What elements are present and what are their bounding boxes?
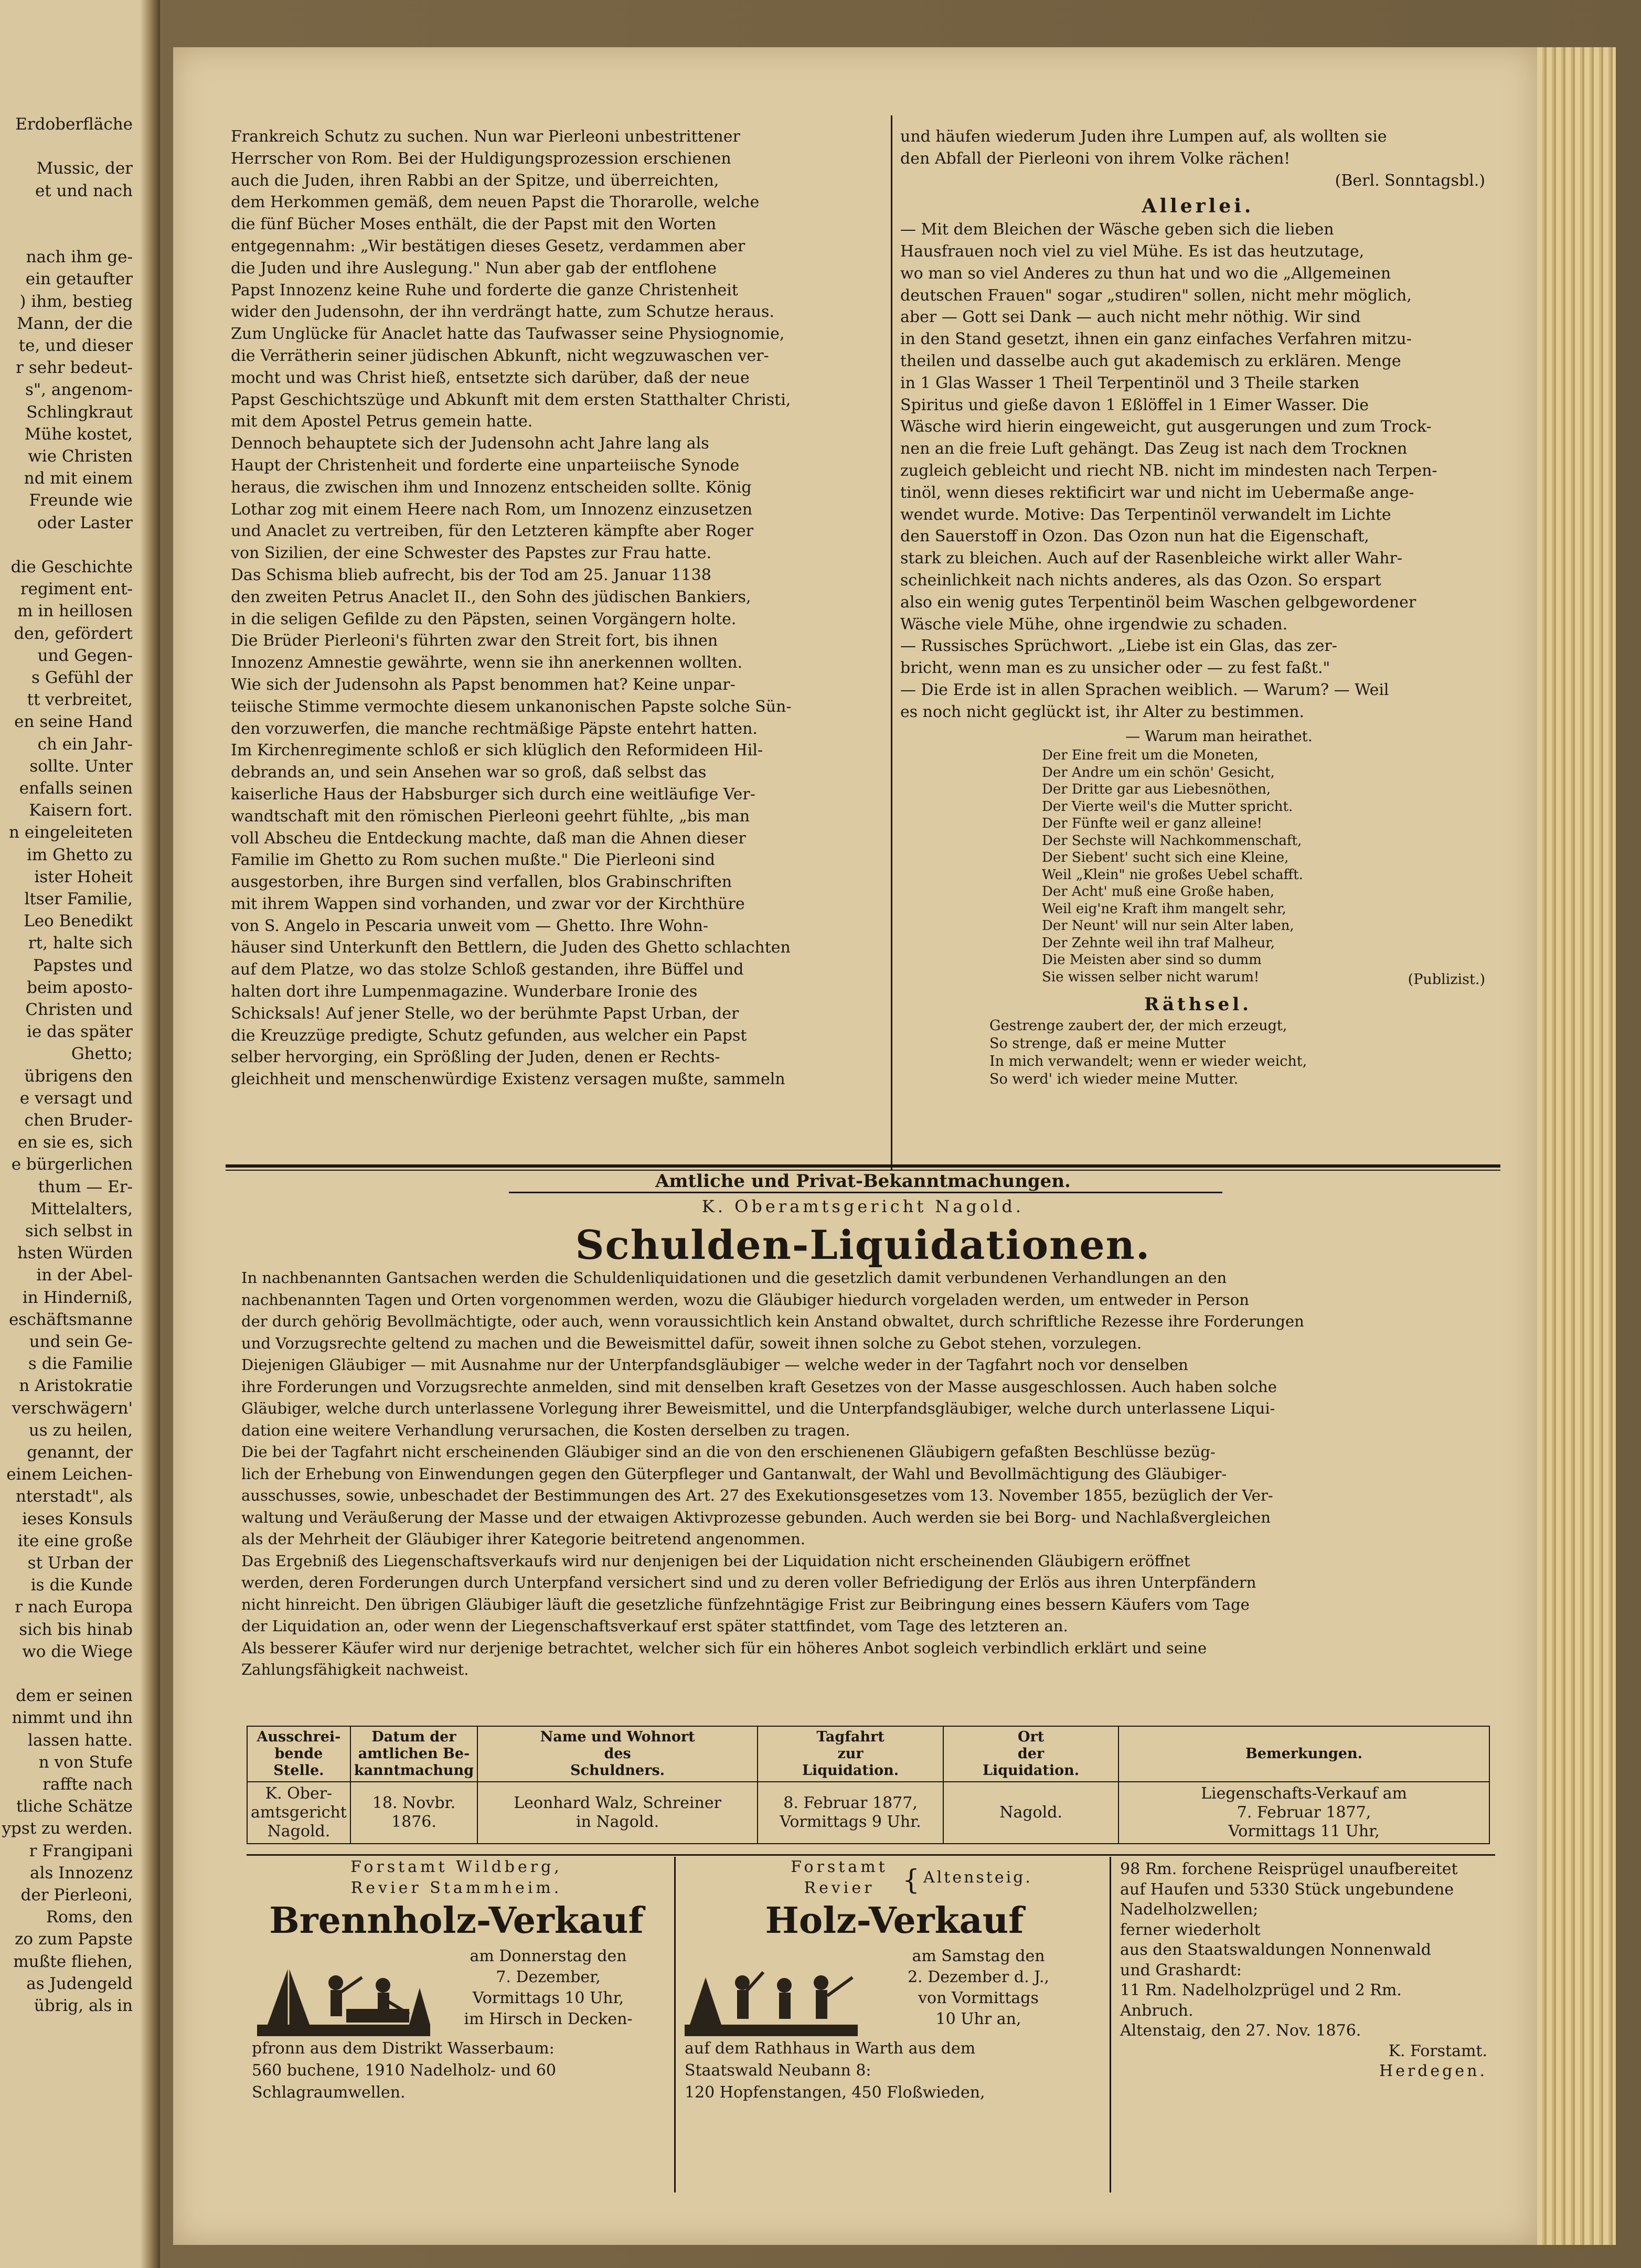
previous-page-line: Mühe kostet, — [24, 424, 133, 444]
ad-line: auf dem Rathhaus in Warth aus dem — [685, 2039, 976, 2058]
ad-line: 10 Uhr an, — [935, 2010, 1021, 2028]
text-line: Schicksals! Auf jener Stelle, wo der berühmte Papst Urban, der — [231, 1004, 739, 1023]
notice-line: waltung und Veräußerung der Masse und der etwaigen Aktivprozesse gebunden. Auch werden sie bei Borg- und Nachlaßvergleichen — [241, 1508, 1271, 1526]
poem-line: Der Acht' muß eine Große haben, — [1042, 884, 1275, 900]
text-line: die Verrätherin seiner jüdischen Abkunft, nicht wegzuwaschen ver- — [231, 346, 769, 365]
previous-page-line: übrigens den — [24, 1066, 133, 1086]
previous-page-line: Leo Benedikt — [24, 912, 133, 931]
poem-title: — Warum man heirathet. — [1125, 727, 1313, 745]
text-line: Papst Geschichtszüge und Abkunft mit dem ersten Statthalter Christi, — [231, 390, 791, 409]
text-line: in den Stand gesetzt, ihnen ein ganz einfaches Verfahren mitzu- — [900, 330, 1412, 349]
previous-page-line: Papstes und — [33, 956, 133, 975]
previous-page-line: übrig, als in — [34, 1996, 133, 2015]
ad-line: 98 Rm. forchene Reisprügel unaufbereitet — [1120, 1860, 1458, 1878]
poem-line: Der Neunt' will nur sein Alter laben, — [1042, 918, 1294, 934]
table-header: Name und Wohnort des Schuldners. — [477, 1726, 758, 1782]
notice-line: lich der Erhebung von Einwendungen gegen den Güterpfleger und Gantanwalt, der Wahl und Bevollmächtigung des Gläubiger- — [241, 1464, 1227, 1483]
text-line: — Mit dem Bleichen der Wäsche geben sich die lieben — [900, 220, 1334, 239]
poem-line: Der Fünfte weil er ganz alleine! — [1042, 816, 1263, 832]
table-cell: 8. Februar 1877, Vormittags 9 Uhr. — [758, 1782, 943, 1844]
ad2-title: Holz-Verkauf — [765, 1900, 1024, 1942]
previous-page-line: is die Kunde — [30, 1576, 133, 1595]
notice-line: Die bei der Tagfahrt nicht erscheinenden Gläubiger sind an die von den erschienenen Gläubigern gefaßten Beschlüsse bezüg- — [241, 1443, 1216, 1461]
previous-page-line: eschäftsmanne — [8, 1310, 133, 1329]
text-line: Wie sich der Judensohn als Papst benommen hat? Keine unpar- — [231, 675, 736, 694]
ad-line: Vormittags 10 Uhr, — [472, 1989, 624, 2007]
notice-line: und Vorzugsrechte geltend zu machen und die Beweismittel dafür, soweit ihnen solche zu Gebot stehen, vorzulegen. — [241, 1334, 1142, 1352]
previous-page-line: n eingeleiteten — [9, 823, 133, 842]
previous-page-line: ister Hoheit — [34, 867, 133, 886]
notice-line: Zahlungsfähigkeit nachweist. — [241, 1661, 469, 1678]
ad1-forstamt: Forstamt Wildberg, — [350, 1858, 562, 1876]
poem-line: Der Siebent' sucht sich eine Kleine, — [1042, 850, 1289, 866]
table-header: Tagfahrt zur Liquidation. — [758, 1726, 943, 1782]
ad-line: Staatswald Neubann 8: — [685, 2061, 871, 2080]
text-line: Frankreich Schutz zu suchen. Nun war Pierleoni unbestrittener — [231, 127, 740, 146]
previous-page-line: n von Stufe — [38, 1752, 133, 1772]
previous-page-line: ) ihm, bestieg — [19, 292, 133, 311]
poem-line: Der Sechste will Nachkommenschaft, — [1042, 832, 1302, 849]
previous-page-line: st Urban der — [27, 1554, 133, 1572]
poem-line: Der Eine freit um die Moneten, — [1042, 747, 1259, 764]
ad-divider — [1110, 1857, 1111, 2192]
ad-line: am Samstag den — [912, 1947, 1045, 1965]
table-cell: 18. Novbr. 1876. — [350, 1782, 477, 1844]
notice-line: Das Ergebniß des Liegenschaftsverkaufs wird nur denjenigen bei der Liquidation nicht erscheinenden Gläubigern eröffnet — [241, 1552, 1190, 1570]
previous-page-line: tt verbreitet, — [27, 690, 133, 710]
previous-page-line: wie Christen — [28, 447, 133, 466]
table-cell: Nagold. — [943, 1782, 1118, 1844]
text-line: Innozenz Amnestie gewährte, wenn sie ihn anerkennen wollten. — [231, 654, 743, 672]
text-line: halten dort ihre Lumpenmagazine. Wunderbare Ironie des — [231, 982, 698, 1001]
text-line: mocht und was Christ hieß, entsetzte sich darüber, daß der neue — [231, 368, 750, 387]
text-line: heraus, die zwischen ihm und Innozenz entscheiden sollte. König — [231, 478, 752, 497]
previous-page-line: nterstadt", als — [15, 1487, 133, 1506]
poem-line: Der Zehnte weil ihn traf Malheur, — [1042, 935, 1275, 951]
poem-line: Die Meisten aber sind so dumm — [1042, 952, 1262, 968]
ad-line: am Donnerstag den — [470, 1947, 627, 1965]
text-line: die fünf Bücher Moses enthält, die der Papst mit den Worten — [231, 215, 717, 234]
previous-page-line: hsten Würden — [17, 1244, 133, 1263]
ad1-lot — [252, 2038, 661, 2104]
previous-page-line: Erdoberfläche — [15, 115, 133, 134]
text-line: es noch nicht geglückt ist, ihr Alter zu bestimmen. — [900, 702, 1305, 721]
previous-page-line: Kaisern fort. — [29, 801, 133, 820]
text-line: den Sauerstoff in Ozon. Das Ozon nun hat die Eigenschaft, — [900, 527, 1369, 546]
book-gutter — [140, 0, 160, 2268]
poem-source: (Publizist.) — [1408, 971, 1485, 988]
previous-page-line: et und nach — [35, 181, 133, 200]
notice-line: als der Mehrheit der Gläubiger ihrer Kategorie beitretend angenommen. — [241, 1530, 805, 1548]
previous-page-line: ite eine große — [17, 1531, 133, 1550]
previous-page-line: die Geschichte — [10, 558, 133, 576]
ad-continuation — [1120, 1859, 1498, 2195]
text-line: Lothar zog mit einem Heere nach Rom, um Innozenz einzusetzen — [231, 500, 753, 519]
text-line: auf dem Platze, wo das stolze Schloß gestanden, ihre Büffel und — [231, 960, 744, 979]
previous-page-line: Roms, den — [46, 1908, 133, 1927]
article-column-right — [900, 126, 1496, 1088]
previous-page-line: chen Bruder- — [24, 1111, 133, 1130]
ad-line: Altenstaig, den 27. Nov. 1876. — [1120, 2021, 1361, 2040]
previous-page-line: s Gefühl der — [31, 668, 133, 687]
previous-page-line: sollte. Unter — [29, 756, 133, 776]
previous-page-line: verschwägern' — [12, 1398, 133, 1418]
text-line: und häufen wiederum Juden ihre Lumpen auf, als wollten sie — [900, 127, 1387, 146]
text-line: die Kreuzzüge predigte, Schutz gefunden, aus welcher ein Papst — [231, 1026, 747, 1045]
main-title: Schulden-Liquidationen. — [575, 1222, 1151, 1268]
ad-line: auf Haufen und 5330 Stück ungebundene — [1120, 1880, 1454, 1899]
ad-line: Nadelholzwellen; — [1120, 1900, 1259, 1919]
previous-page-line: der Pierleoni, — [20, 1886, 133, 1905]
article-continuation — [900, 126, 1496, 170]
text-line: kaiserliche Haus der Habsburger sich durch eine weitläufige Ver- — [231, 785, 755, 804]
previous-page-line: e versagt und — [19, 1088, 133, 1108]
text-line: deutschen Frauen" sogar „studiren" sollen, nicht mehr möglich, — [900, 286, 1412, 305]
table-header: Datum der amtlichen Be- kanntmachung — [350, 1726, 477, 1782]
ad2-revier: Revier — [804, 1879, 875, 1897]
text-line: häuser sind Unterkunft den Bettlern, die Juden des Ghetto schlachten — [231, 938, 791, 957]
text-line: stark zu bleichen. Auch auf der Rasenbleiche wirkt aller Wahr- — [900, 549, 1402, 568]
allerlei-text — [900, 219, 1496, 723]
previous-page-line: Schlingkraut — [26, 402, 133, 422]
previous-page-line: r sehr bedeut- — [16, 358, 133, 378]
riddle-line: In mich verwandelt; wenn er wieder weicht, — [989, 1053, 1307, 1069]
poem-line: Sie wissen selber nicht warum! — [1042, 969, 1260, 985]
text-line: in die seligen Gefilde zu den Päpsten, seinen Vorgängern holte. — [231, 609, 737, 628]
text-line: bricht, wenn man es zu unsicher oder — zu fest faßt." — [900, 659, 1330, 678]
ad-brennholz — [247, 1857, 666, 2192]
previous-page-line: s", angenom- — [25, 380, 133, 400]
ad2-forstamt: Forstamt — [791, 1858, 888, 1876]
notice-line: Gläubiger, welche durch unterlassene Vorlegung ihrer Beweismittel, und die Unterpfandsgläubiger, welche durch unterlassene Liqui- — [241, 1399, 1275, 1417]
table-cell: K. Ober- amtsgericht Nagold. — [247, 1782, 350, 1844]
poem-text — [900, 747, 1496, 986]
ad-line: 11 Rm. Nadelholzprügel und 2 Rm. — [1120, 1981, 1402, 1999]
previous-page-line: m in heillosen — [17, 602, 133, 621]
text-line: selber hervorging, ein Sprößling der Juden, denen er Rechts- — [231, 1048, 720, 1067]
previous-page-line: en seine Hand — [14, 712, 133, 732]
text-line: Familie im Ghetto zu Rom suchen mußte." Die Pierleoni sind — [231, 851, 715, 870]
article-column-left — [231, 126, 881, 1090]
section-rule-top — [226, 1164, 1500, 1168]
text-line: Spiritus und gieße davon 1 Eßlöffel in 1 Eimer Wasser. Die — [900, 395, 1369, 414]
previous-page-line: lassen hatte. — [28, 1730, 133, 1750]
table-header: Bemerkungen. — [1118, 1726, 1489, 1782]
previous-page-line: wo die Wiege — [22, 1642, 133, 1661]
previous-page-line: ieses Konsuls — [22, 1509, 133, 1528]
text-line: von Sizilien, der eine Schwester des Papstes zur Frau hatte. — [231, 544, 712, 563]
notice-line: der durch gehörig Bevollmächtigte, oder auch, wenn voraussichtlich kein Anstand obwaltet, durch schriftliche Rezesse ihre Forderungen — [241, 1312, 1304, 1330]
previous-page-line: als Innozenz — [30, 1863, 133, 1882]
previous-page-line: raffte nach — [42, 1775, 133, 1794]
previous-page-line: dem er seinen — [16, 1686, 133, 1706]
previous-page-line: oder Laster — [37, 513, 133, 532]
ad1-revier: Revier Stammheim. — [350, 1879, 562, 1897]
previous-page-line: den, gefördert — [14, 624, 133, 643]
previous-page-line: s die Familie — [28, 1354, 133, 1374]
previous-page-line: und sein Ge- — [29, 1332, 133, 1351]
table-cell: Leonhard Walz, Schreiner in Nagold. — [477, 1782, 758, 1844]
previous-page-line: sich selbst in — [25, 1222, 133, 1240]
ad-line: Anbruch. — [1120, 2001, 1194, 2020]
text-line: voll Abscheu die Entdeckung machte, daß man die Ahnen dieser — [231, 829, 746, 848]
previous-page-strip — [0, 0, 160, 2268]
previous-page-line: in Hinderniß, — [22, 1288, 133, 1307]
text-line: auch die Juden, ihren Rabbi an der Spitze, und überreichten, — [231, 171, 719, 190]
ad2-place: Altensteig. — [923, 1868, 1032, 1887]
text-line: theilen und dasselbe auch gut akademisch zu erklären. Menge — [900, 351, 1401, 370]
text-line: — Die Erde ist in allen Sprachen weiblich. — Warum? — Weil — [900, 680, 1389, 699]
text-line: Wäsche viele Mühe, ohne irgendwie zu schaden. — [900, 615, 1288, 634]
text-line: gleichheit und menschenwürdige Existenz versagen mußte, sammeln — [231, 1070, 785, 1089]
ad-line: ferner wiederholt — [1120, 1920, 1261, 1939]
notices-header: Amtliche und Privat-Bekanntmachungen. — [655, 1171, 1071, 1192]
text-line: mit ihrem Wappen sind vorhanden, und zwar vor der Kirchthüre — [231, 894, 745, 913]
notice-line: Als besserer Käufer wird nur derjenige betrachtet, welcher sich für ein höheres Anbot sogleich verbindlich erklärt und seine — [241, 1639, 1207, 1657]
ad-line: im Hirsch in Decken- — [464, 2010, 633, 2028]
text-line: aber — Gott sei Dank — auch nicht mehr nöthig. Wir sind — [900, 308, 1361, 327]
text-line: den zweiten Petrus Anaclet II., den Sohn des jüdischen Bankiers, — [231, 587, 751, 606]
table-header: Ort der Liquidation. — [943, 1726, 1118, 1782]
brace-icon: { — [902, 1865, 920, 1896]
text-line: wendet wurde. Motive: Das Terpentinöl verwandelt im Lichte — [900, 505, 1391, 524]
court-name: K. Oberamtsgericht Nagold. — [701, 1196, 1025, 1216]
page-edges — [1537, 47, 1616, 2245]
previous-page-line: ein getaufter — [25, 270, 133, 289]
previous-page-line: n Aristokratie — [19, 1376, 133, 1396]
text-line: die Juden und ihre Auslegung." Nun aber gab der entflohene — [231, 259, 717, 277]
text-line: von S. Angelo in Pescaria unweit vom — Ghetto. Ihre Wohn- — [231, 916, 709, 935]
text-line: tinöl, wenn dieses rektificirt war und nicht im Uebermaße ange- — [900, 483, 1414, 502]
previous-page-line: r Frangipani — [29, 1841, 133, 1860]
ad-divider — [674, 1857, 676, 2192]
text-line: Haupt der Christenheit und forderte eine unparteiische Synode — [231, 456, 740, 475]
previous-page-line: us zu heilen, — [28, 1420, 133, 1440]
table-header-row — [247, 1726, 1489, 1782]
notice-line: Diejenigen Gläubiger — mit Ausnahme nur der Unterpfandsgläubiger — welche weder in der Tagfahrt noch vor denselben — [241, 1356, 1188, 1374]
previous-page-line: regiment ent- — [20, 580, 133, 599]
ad1-title: Brennholz-Verkauf — [269, 1900, 644, 1942]
text-line: Im Kirchenregimente schloß er sich klüglich den Reformideen Hil- — [231, 741, 763, 760]
notice-line: nachbenannten Tagen und Orten vorgenommen werden, wozu die Gläubiger hiedurch vorgeladen werden, um entweder in Person — [241, 1290, 1249, 1309]
ad1-details — [435, 1946, 661, 2030]
ad3-signature: K. Forstamt. — [1388, 2041, 1487, 2060]
forest-workers-illustration — [685, 1946, 858, 2040]
previous-page-line: tliche Schätze — [16, 1797, 133, 1816]
text-line: scheinlichkeit nach nichts anderes, als das Ozon. So erspart — [900, 571, 1381, 590]
text-line: dem Herkommen gemäß, dem neuen Papst die Thorarolle, welche — [231, 193, 760, 212]
ad-line: Schlagraumwellen. — [252, 2083, 406, 2102]
text-line: Die Brüder Pierleoni's führten zwar den Streit fort, bis ihnen — [231, 632, 718, 650]
text-line: Das Schisma blieb aufrecht, bis der Tod am 25. Januar 1138 — [231, 565, 711, 584]
text-line: ausgestorben, ihre Burgen sind verfallen, blos Grabinschriften — [231, 873, 732, 892]
riddle-line: So werd' ich wieder meine Mutter. — [989, 1071, 1239, 1087]
ad-line: pfronn aus dem Distrikt Wasserbaum: — [252, 2039, 555, 2058]
liquidation-table — [247, 1726, 1490, 1844]
text-line: den Abfall der Pierleoni von ihrem Volke rächen! — [900, 149, 1291, 168]
notice-line: ausschusses, sowie, unbeschadet der Bestimmungen des Art. 27 des Exekutionsgesetzes vom 13. November 1855, bezüglich der Ver- — [241, 1486, 1273, 1504]
raethsel-heading: Räthsel. — [1144, 994, 1252, 1015]
text-line: Hausfrauen noch viel zu viel Mühe. Es ist das heutzutage, — [900, 242, 1365, 261]
text-line: mit dem Apostel Petrus gemein hatte. — [231, 412, 533, 431]
previous-page-line: ltser Familie, — [24, 890, 133, 908]
notice-line: werden, deren Forderungen durch Unterpfand versichert sind und zu deren voller Befriedigung der Erlös aus ihren Unterpfändern — [241, 1574, 1256, 1591]
ad-line: und Grashardt: — [1120, 1961, 1242, 1980]
text-line: — Russisches Sprüchwort. „Liebe ist ein Glas, das zer- — [900, 637, 1337, 656]
text-line: Wäsche wird hierin eingeweicht, gut ausgerungen und zum Trock- — [900, 418, 1432, 436]
previous-page-line: ie das später — [26, 1022, 133, 1042]
text-line: Herrscher von Rom. Bei der Huldigungsprozession erschienen — [231, 149, 731, 168]
previous-page-line: te, und dieser — [18, 336, 133, 355]
ad2-lot — [685, 2038, 1099, 2104]
article-source: (Berl. Sonntagsbl.) — [1335, 171, 1485, 190]
section-rule-bottom — [509, 1192, 1222, 1193]
previous-page-line: r nach Europa — [15, 1598, 133, 1617]
previous-page-line: Freunde wie — [29, 491, 133, 510]
ad-line: aus den Staatswaldungen Nonnenwald — [1120, 1941, 1431, 1959]
previous-page-line: und Gegen- — [37, 646, 133, 665]
previous-page-line: beim aposto- — [27, 978, 133, 997]
notice-line: der Liquidation an, oder wenn der Liegenschaftsverkauf erst später stattfindet, vom Tage des letzteren an. — [241, 1617, 1068, 1635]
text-line: in 1 Glas Wasser 1 Theil Terpentinöl und 3 Theile starken — [900, 373, 1360, 392]
notice-line: ihre Forderungen und Vorzugsrechte anmelden, sind mit denselben kraft Gesetzes von der Masse ausgeschlossen. Auch haben solche — [241, 1377, 1277, 1396]
notice-line: In nachbenannten Gantsachen werden die Schuldenliquidationen und die gesetzlich damit verbundenen Verhandlungen an den — [241, 1269, 1227, 1287]
previous-page-line: in der Abel- — [36, 1266, 133, 1285]
previous-page-line: im Ghetto zu — [27, 845, 133, 864]
text-line: Papst Innozenz keine Ruhe und forderte die ganze Christenheit — [231, 281, 738, 299]
ad3-text — [1120, 1859, 1498, 2041]
riddle-line: So strenge, daß er meine Mutter — [989, 1035, 1226, 1052]
previous-page-line: sich bis hinab — [19, 1620, 133, 1639]
text-line: Dennoch behauptete sich der Judensohn acht Jahre lang als — [231, 434, 709, 453]
notice-line: nicht hinreicht. Den übrigen Gläubiger läuft die gesetzliche fünfzehntägige Frist zur Beibringung eines bessern Käufers vom Tage — [241, 1595, 1250, 1613]
text-line: nen an die freie Luft gehängt. Das Zeug ist nach dem Trocknen — [900, 440, 1408, 458]
text-line: wider den Judensohn, der ihn verdrängt hatte, zum Schutze heraus. — [231, 303, 774, 322]
poem-line: Der Andre um ein schön' Gesicht, — [1042, 764, 1275, 780]
previous-page-line: Christen und — [25, 1000, 133, 1019]
woodcutters-illustration — [257, 1946, 430, 2040]
ad-line: von Vormittags — [918, 1989, 1039, 2007]
notice-line: dation eine weitere Verhandlung verursachen, die Kosten derselben zu tragen. — [241, 1421, 850, 1439]
previous-page-line: e bürgerlichen — [11, 1155, 133, 1174]
poem-line: Der Vierte weil's die Mutter spricht. — [1042, 798, 1293, 815]
poem-line: Der Dritte gar aus Liebesnöthen, — [1042, 782, 1271, 798]
previous-page-line: thum — Er- — [38, 1177, 133, 1196]
riddle-text — [900, 1017, 1496, 1088]
allerlei-heading: Allerlei. — [1142, 195, 1254, 218]
text-line: wo man so viel Anderes zu thun hat und wo die „Allgemeinen — [900, 264, 1391, 283]
previous-page-line: enfalls seinen — [19, 779, 133, 798]
previous-page-line: zo zum Papste — [15, 1930, 133, 1949]
ad-line: 560 buchene, 1910 Nadelholz- und 60 — [252, 2061, 556, 2080]
notice-text — [241, 1267, 1495, 1681]
newspaper-page — [173, 47, 1537, 2245]
text-line: also ein wenig gutes Terpentinöl beim Waschen gelbgewordener — [900, 593, 1416, 612]
column-divider — [891, 115, 892, 1170]
text-line: Zum Unglücke für Anaclet hatte das Taufwasser seine Physiognomie, — [231, 325, 785, 344]
previous-page-line: Ghetto; — [71, 1044, 133, 1064]
ad3-signer: Herdegen. — [1379, 2062, 1487, 2080]
previous-page-line: einem Leichen- — [6, 1465, 133, 1484]
table-row — [247, 1782, 1489, 1844]
poem-line: Weil eig'ne Kraft ihm mangelt sehr, — [1042, 901, 1286, 917]
previous-page-line: nimmt und ihn — [12, 1708, 133, 1728]
previous-page-line: ypst zu werden. — [2, 1819, 133, 1838]
text-line: zugleich gebleicht und riecht NB. nicht im mindesten nach Terpen- — [900, 461, 1437, 480]
riddle-line: Gestrenge zaubert der, der mich erzeugt, — [989, 1017, 1287, 1034]
ad-line: 120 Hopfenstangen, 450 Floßwieden, — [685, 2083, 985, 2102]
ad-line: 2. Dezember d. J., — [908, 1968, 1049, 1986]
previous-page-line: as Judengeld — [26, 1974, 133, 1993]
text-line: wandtschaft mit den römischen Pierleoni geehrt fühlte, „bis man — [231, 807, 750, 826]
previous-page-line: rt, halte sich — [28, 934, 133, 953]
previous-page-line: Mussic, der — [36, 159, 133, 178]
ad2-details — [863, 1946, 1094, 2030]
ads-rule — [247, 1854, 1495, 1856]
previous-page-line: nach ihm ge- — [26, 248, 133, 267]
previous-page-line: Mittelalters, — [30, 1199, 133, 1218]
previous-page-line: ch ein Jahr- — [37, 734, 133, 754]
table-header: Ausschrei- bende Stelle. — [247, 1726, 350, 1782]
previous-page-line: en sie es, sich — [17, 1133, 133, 1152]
poem-line: Weil „Klein" nie großes Uebel schafft. — [1042, 866, 1303, 883]
text-line: den vorzuwerfen, die manche rechtmäßige Päpste entehrt hatten. — [231, 719, 758, 738]
text-line: und Anaclet zu vertreiben, für den Letzteren kämpfte aber Roger — [231, 522, 754, 541]
previous-page-line: mußte fliehen, — [13, 1952, 133, 1971]
text-line: entgegennahm: „Wir bestätigen dieses Gesetz, verdammen aber — [231, 237, 745, 255]
previous-page-line: nd mit einem — [24, 469, 133, 488]
ad-line: 7. Dezember, — [496, 1968, 601, 1986]
previous-page-line: Mann, der die — [17, 314, 133, 333]
ad-holz — [685, 1857, 1104, 2192]
table-cell: Liegenschafts-Verkauf am 7. Februar 1877, Vormittags 11 Uhr, — [1118, 1782, 1489, 1844]
text-line: teiische Stimme vermochte diesem unkanonischen Papste solche Sün- — [231, 697, 792, 716]
text-line: debrands an, und sein Ansehen war so groß, daß selbst das — [231, 763, 707, 782]
previous-page-line: genannt, der — [27, 1443, 133, 1462]
